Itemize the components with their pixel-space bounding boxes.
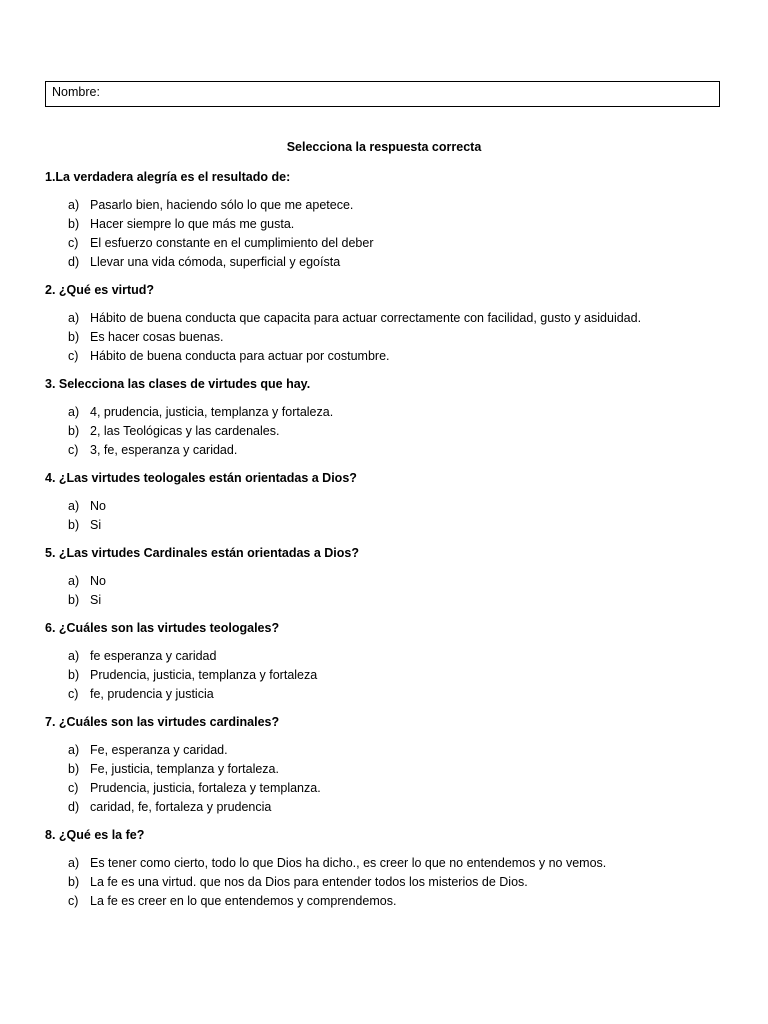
question-text: 5. ¿Las virtudes Cardinales están orientadas a Dios? [45, 546, 359, 560]
answer-option[interactable] [45, 349, 725, 364]
answer-option[interactable] [45, 330, 725, 345]
question-text: 7. ¿Cuáles son las virtudes cardinales? [45, 715, 280, 729]
option-text: caridad, fe, fortaleza y prudencia [90, 800, 272, 814]
question-text: 6. ¿Cuáles son las virtudes teologales? [45, 621, 280, 635]
option-text: Prudencia, justicia, fortaleza y templanza. [90, 781, 321, 795]
option-text: Hacer siempre lo que más me gusta. [90, 217, 295, 231]
option-letter: a) [68, 405, 80, 419]
option-text: Prudencia, justicia, templanza y fortaleza [90, 668, 318, 682]
option-letter: b) [68, 762, 80, 776]
question-text: 1.La verdadera alegría es el resultado de: [45, 170, 291, 184]
option-letter: c) [68, 349, 79, 363]
answer-option[interactable] [45, 518, 725, 533]
option-text: El esfuerzo constante en el cumplimiento del deber [90, 236, 374, 250]
answer-option[interactable] [45, 424, 725, 439]
option-letter: d) [68, 255, 80, 269]
options-list [45, 743, 725, 815]
option-letter: a) [68, 649, 80, 663]
option-letter: c) [68, 443, 79, 457]
option-text: Fe, justicia, templanza y fortaleza. [90, 762, 279, 776]
option-text: fe, prudencia y justicia [90, 687, 214, 701]
question-text: 2. ¿Qué es virtud? [45, 283, 155, 297]
option-text: 2, las Teológicas y las cardenales. [90, 424, 280, 438]
answer-option[interactable] [45, 687, 725, 702]
answer-option[interactable] [45, 781, 725, 796]
answer-option[interactable] [45, 894, 725, 909]
option-text: La fe es creer en lo que entendemos y comprendemos. [90, 894, 397, 908]
name-label: Nombre: [52, 85, 100, 99]
options-list [45, 311, 725, 364]
option-letter: c) [68, 894, 79, 908]
option-text: Si [90, 593, 102, 607]
option-letter: b) [68, 217, 80, 231]
answer-option[interactable] [45, 217, 725, 232]
option-text: Llevar una vida cómoda, superficial y egoísta [90, 255, 341, 269]
option-letter: b) [68, 330, 80, 344]
question-text: 4. ¿Las virtudes teologales están orientadas a Dios? [45, 471, 357, 485]
option-text: Es tener como cierto, todo lo que Dios ha dicho., es creer lo que no entendemos y no vemos. [90, 856, 607, 870]
answer-option[interactable] [45, 743, 725, 758]
option-text: fe esperanza y caridad [90, 649, 217, 663]
answer-option[interactable] [45, 198, 725, 213]
option-text: La fe es una virtud. que nos da Dios para entender todos los misterios de Dios. [90, 875, 528, 889]
answer-option[interactable] [45, 800, 725, 815]
option-text: 4, prudencia, justicia, templanza y fortaleza. [90, 405, 334, 419]
option-text: No [90, 499, 106, 513]
option-text: 3, fe, esperanza y caridad. [90, 443, 238, 457]
option-letter: d) [68, 800, 80, 814]
option-letter: a) [68, 856, 80, 870]
answer-option[interactable] [45, 593, 725, 608]
answer-option[interactable] [45, 236, 725, 251]
answer-option[interactable] [45, 875, 725, 890]
option-text: Fe, esperanza y caridad. [90, 743, 228, 757]
options-list [45, 574, 725, 608]
option-letter: c) [68, 687, 79, 701]
option-letter: a) [68, 499, 80, 513]
question-text: 3. Selecciona las clases de virtudes que hay. [45, 377, 311, 391]
option-text: Hábito de buena conducta que capacita para actuar correctamente con facilidad, gusto y asiduidad. [90, 311, 642, 325]
option-letter: a) [68, 743, 80, 757]
answer-option[interactable] [45, 649, 725, 664]
options-list [45, 856, 725, 909]
questions-list [45, 170, 725, 922]
option-text: Es hacer cosas buenas. [90, 330, 224, 344]
options-list [45, 499, 725, 533]
options-list [45, 405, 725, 458]
option-letter: b) [68, 593, 80, 607]
option-letter: b) [68, 875, 80, 889]
option-letter: b) [68, 668, 80, 682]
answer-option[interactable] [45, 255, 725, 270]
options-list [45, 649, 725, 702]
name-field[interactable] [45, 81, 720, 107]
answer-option[interactable] [45, 574, 725, 589]
answer-option[interactable] [45, 856, 725, 871]
option-letter: b) [68, 518, 80, 532]
option-text: Si [90, 518, 102, 532]
answer-option[interactable] [45, 499, 725, 514]
answer-option[interactable] [45, 443, 725, 458]
options-list [45, 198, 725, 270]
option-letter: a) [68, 198, 80, 212]
option-text: Pasarlo bien, haciendo sólo lo que me apetece. [90, 198, 354, 212]
option-letter: a) [68, 574, 80, 588]
option-letter: c) [68, 781, 79, 795]
answer-option[interactable] [45, 405, 725, 420]
option-text: No [90, 574, 106, 588]
answer-option[interactable] [45, 311, 725, 326]
option-letter: c) [68, 236, 79, 250]
page-title: Selecciona la respuesta correcta [286, 140, 482, 154]
option-text: Hábito de buena conducta para actuar por costumbre. [90, 349, 390, 363]
question-text: 8. ¿Qué es la fe? [45, 828, 145, 842]
option-letter: a) [68, 311, 80, 325]
answer-option[interactable] [45, 762, 725, 777]
answer-option[interactable] [45, 668, 725, 683]
option-letter: b) [68, 424, 80, 438]
